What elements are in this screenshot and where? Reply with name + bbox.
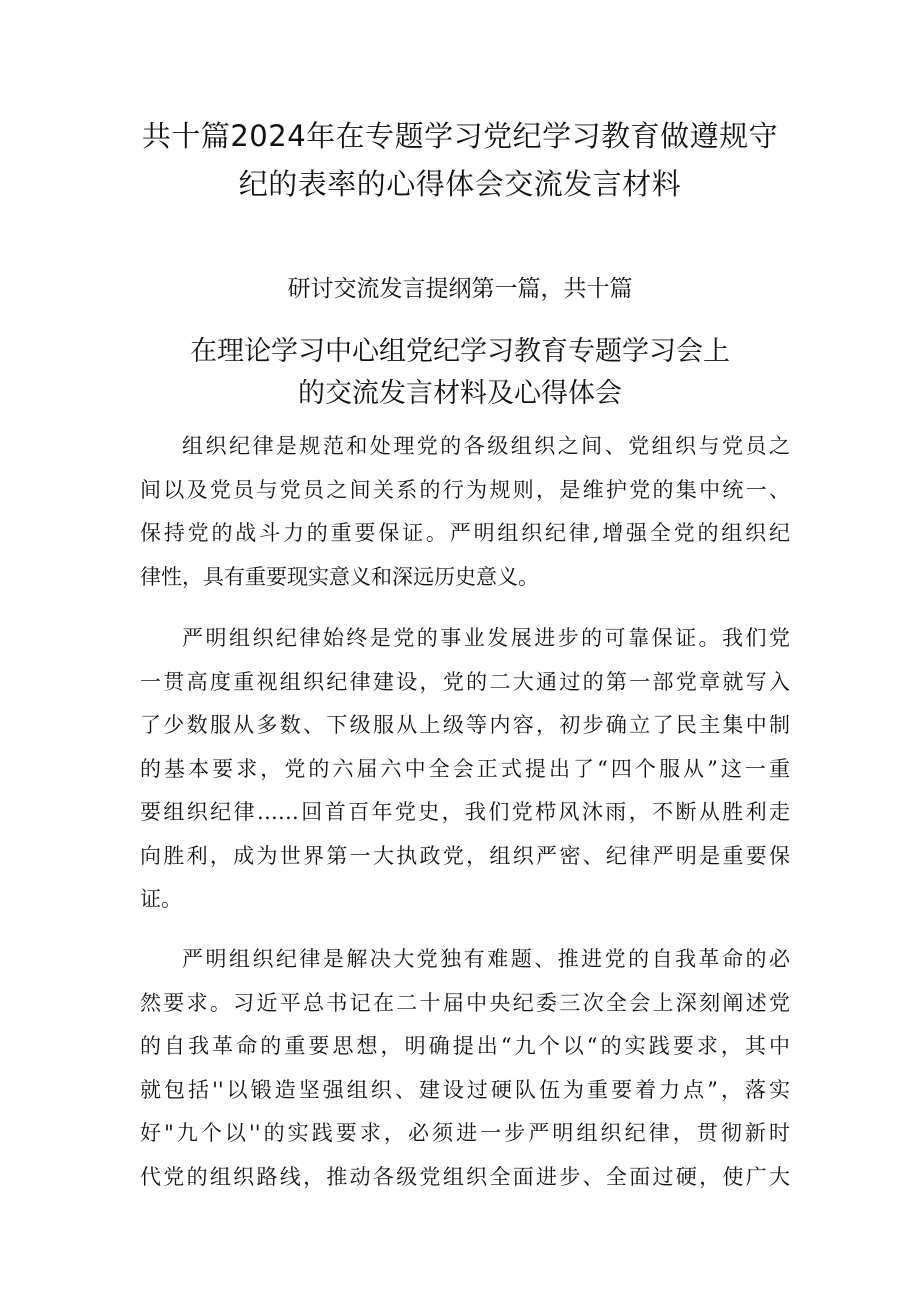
paragraph-line: 组织纪律是规范和处理党的各级组织之间、党组织与党员之 bbox=[182, 434, 790, 458]
paragraph-line: 间以及党员与党员之间关系的行为规则，是维护党的集中统一、 bbox=[140, 477, 790, 502]
paragraph-line: 好"九个以''的实践要求，必须进一步严明组织纪律，贯彻新时 bbox=[140, 1121, 790, 1145]
document-subtitle: 研讨交流发言提纲第一篇，共十篇 bbox=[287, 276, 633, 302]
document-title bbox=[100, 112, 820, 208]
title-line: 纪的表率的心得体会交流发言材料 bbox=[238, 167, 682, 201]
paragraph-line: 律性，具有重要现实意义和深远历史意义。 bbox=[140, 564, 539, 589]
section-title-line: 的交流发言材料及心得体会 bbox=[298, 378, 622, 409]
paragraph-line: 严明组织纪律始终是党的事业发展进步的可靠保证。我们党 bbox=[182, 626, 790, 650]
paragraph-line: 要组织纪律……回首百年党史，我们党栉风沐雨，不断从胜利走 bbox=[140, 800, 790, 824]
paragraph-line: 保持党的战斗力的重要保证。严明组织纪律,增强全党的组织纪 bbox=[140, 521, 790, 545]
title-line: 共十篇2024年在专题学习党纪学习教育做遵规守 bbox=[141, 119, 779, 153]
paragraph-line: 就包括''以锻造坚强组织、建设过硬队伍为重要着力点”，落实 bbox=[140, 1077, 790, 1102]
body-paragraph bbox=[140, 938, 790, 1199]
body-paragraph bbox=[140, 425, 790, 599]
section-title bbox=[100, 331, 820, 415]
paragraph-line: 向胜利，成为世界第一大执政党，组织严密、纪律严明是重要保 bbox=[140, 843, 790, 868]
paragraph-line: 了少数服从多数、下级服从上级等内容，初步确立了民主集中制 bbox=[140, 713, 790, 737]
paragraph-line: 严明组织纪律是解决大党独有难题、推进党的自我革命的必 bbox=[182, 947, 790, 971]
section-title-line: 在理论学习中心组党纪学习教育专题学习会上 bbox=[190, 336, 730, 367]
body-paragraph bbox=[140, 617, 790, 922]
paragraph-line: 的基本要求，党的六届六中全会正式提出了“四个服从”这一重 bbox=[140, 756, 790, 781]
paragraph-line: 代党的组织路线，推动各级党组织全面进步、全面过硬，使广大 bbox=[140, 1164, 790, 1189]
paragraph-line: 证。 bbox=[140, 887, 182, 911]
paragraph-line: 然要求。习近平总书记在二十届中央纪委三次全会上深刻阐述党 bbox=[140, 990, 790, 1015]
paragraph-line: 的自我革命的重要思想，明确提出“九个以“的实践要求，其中 bbox=[140, 1034, 790, 1058]
paragraph-line: 一贯高度重视组织纪律建设，党的二大通过的第一部党章就写入 bbox=[140, 669, 790, 694]
